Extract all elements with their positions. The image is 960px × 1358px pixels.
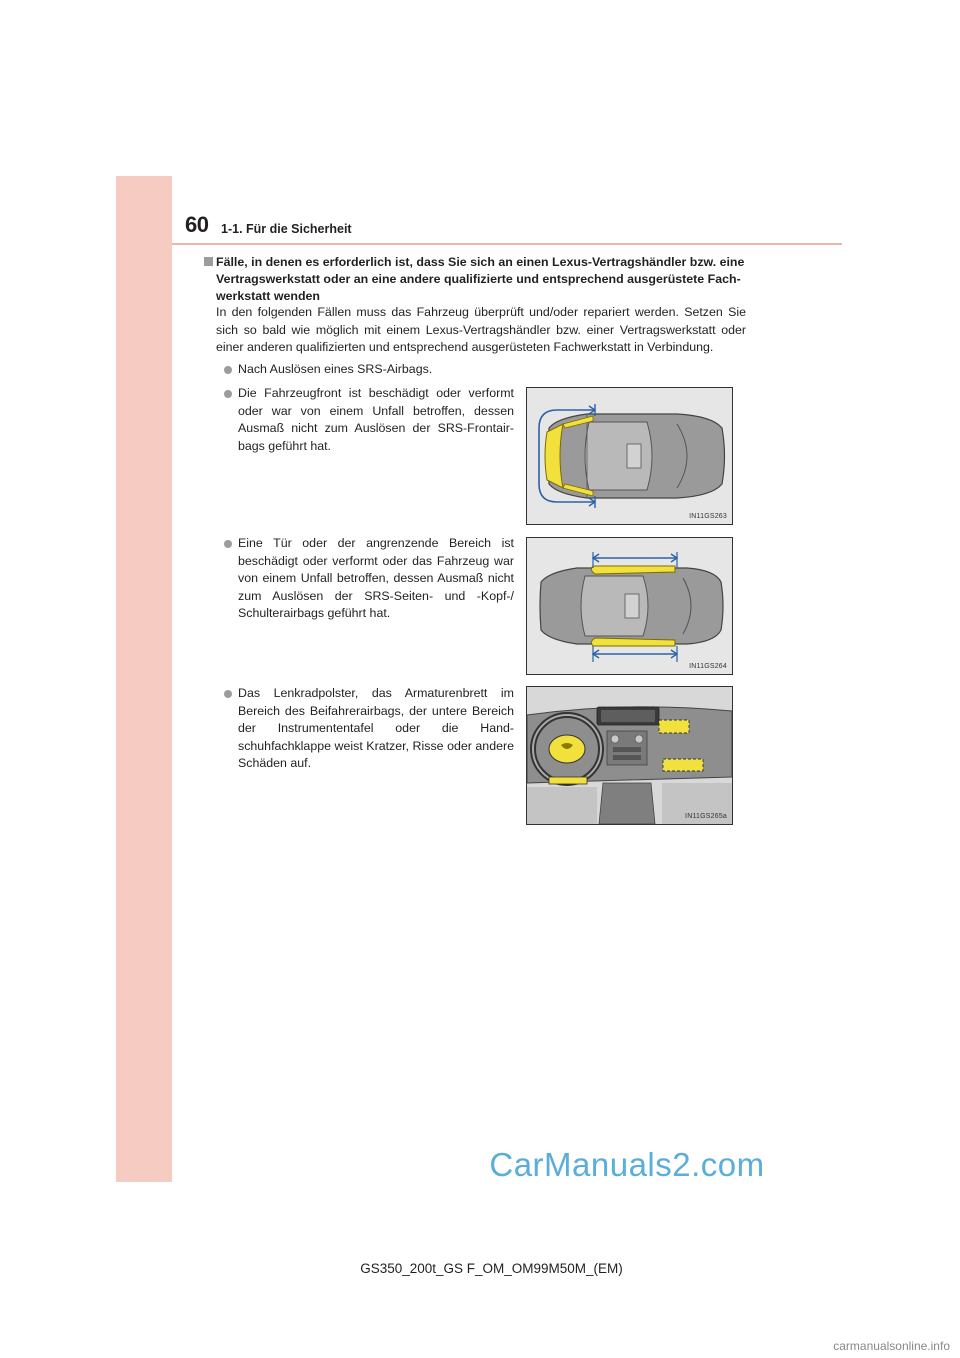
- bullet-item: [238, 685, 514, 773]
- bullet-dot-icon: [224, 690, 232, 698]
- figure-code: IN11GS264: [689, 663, 727, 670]
- sidebar-band: [116, 176, 172, 1182]
- figure-code: IN11GS263: [689, 513, 727, 520]
- dashboard-illustration: [527, 687, 732, 824]
- bullet-text: Das Lenkradpolster, das Armaturenbrett im Bereich des Beifahrerairbags, der untere Bereich der Instrumententafel oder die Hand-schuhfachklappe weist Kratzer, Risse oder andere Schäden auf.: [238, 686, 514, 770]
- figure-dashboard: [526, 686, 733, 825]
- car-top-view-illustration: [527, 388, 732, 524]
- intro-paragraph: In den folgenden Fällen muss das Fahrzeug überprüft und/oder repariert werden. Setzen Sie sich so bald wie möglich mit einem Lexus-Vertragshändler bzw. einer Vertragswerkstatt oder einer anderen qualifizierten und entsprechend ausgerüsteten Fachwerkstatt in Verbindung.: [216, 305, 746, 354]
- section-heading-text: Fälle, in denen es erforderlich ist, dass Sie sich an einen Lexus-Vertragshändler bzw. eine Vertragswerkstatt oder an eine andere qualifizierte und entsprechend ausgerüstete Fach-werkstatt wenden: [216, 255, 745, 303]
- bullet-text: Nach Auslösen eines SRS-Airbags.: [238, 362, 433, 376]
- figure-front-damage: [526, 387, 733, 525]
- bullet-item: [238, 535, 514, 623]
- bullet-item: [238, 385, 514, 455]
- figure-code: IN11GS265a: [685, 813, 727, 820]
- bullet-dot-icon: [224, 366, 232, 374]
- bottom-logo: carmanualsonline.info: [833, 1339, 950, 1353]
- bullet-dot-icon: [224, 390, 232, 398]
- bullet-text: Die Fahrzeugfront ist beschädigt oder verformt oder war von einem Unfall betroffen, dessen Ausmaß nicht zum Auslösen der SRS-Frontair-bags geführt hat.: [238, 386, 514, 453]
- section-title: 1-1. Für die Sicherheit: [221, 222, 352, 236]
- footer-document-id: GS350_200t_GS F_OM_OM99M50M_(EM): [360, 1261, 623, 1276]
- bullet-dot-icon: [224, 540, 232, 548]
- square-bullet-icon: [204, 257, 213, 266]
- section-heading: [216, 254, 746, 305]
- header-rule: [172, 243, 842, 245]
- bullet-item: [238, 361, 738, 379]
- car-top-view-illustration: [527, 538, 732, 674]
- bullet-text: Eine Tür oder der angrenzende Bereich ist beschädigt oder verformt oder das Fahrzeug war von einem Unfall betroffen, dessen Ausmaß nicht zum Auslösen der SRS-Seiten- und -Kopf-/ Schulterairbags geführt hat.: [238, 536, 514, 620]
- page-number: 60: [185, 212, 209, 237]
- figure-side-damage: [526, 537, 733, 675]
- watermark-text: CarManuals2.com: [489, 1146, 765, 1183]
